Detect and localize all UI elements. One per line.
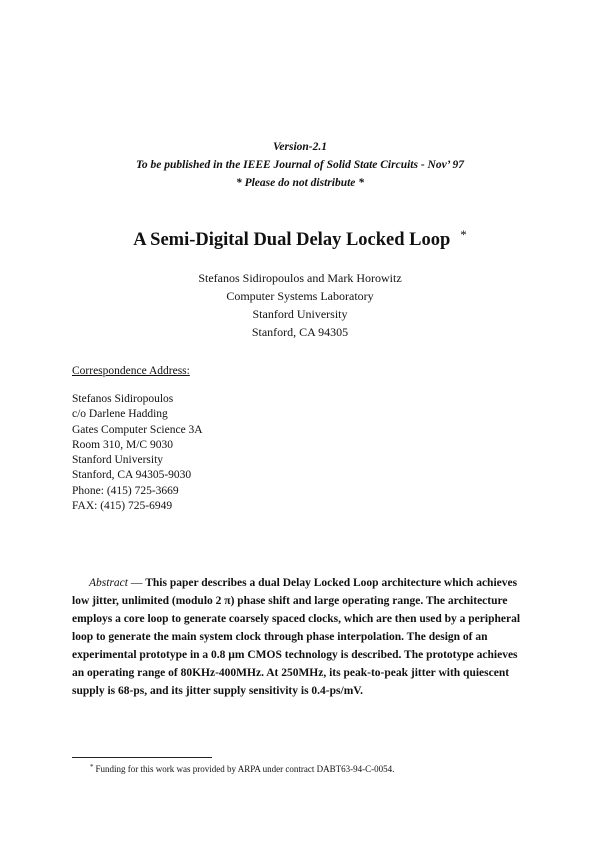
correspondence-address	[72, 392, 203, 514]
paper-title	[0, 227, 600, 251]
paper-title-text: A Semi-Digital Dual Delay Locked Loop	[133, 230, 451, 250]
author-lab: Computer Systems Laboratory	[226, 289, 374, 303]
footnote-rule	[72, 757, 212, 758]
address-line: FAX: (415) 725-6949	[72, 500, 173, 513]
distribution-note: * Please do not distribute *	[235, 177, 365, 189]
address-line: Stanford University	[72, 454, 164, 467]
author-names: Stefanos Sidiropoulos and Mark Horowitz	[198, 271, 402, 285]
author-university: Stanford University	[252, 307, 348, 321]
address-line: Phone: (415) 725-3669	[72, 484, 179, 497]
author-city: Stanford, CA 94305	[251, 325, 349, 339]
abstract-paragraph	[72, 574, 532, 700]
address-line: Gates Computer Science 3A	[72, 423, 203, 436]
address-line: Stefanos Sidiropoulos	[72, 393, 174, 405]
abstract-dash: —	[127, 577, 146, 589]
publication-note: To be published in the IEEE Journal of Solid State Circuits - Nov’ 97	[135, 159, 465, 171]
abstract-text: This paper describes a dual Delay Locked Loop architecture which achieves low jitter, unlimited (modulo 2 π) phase shift and large operating range. The architecture employs a core loop to generate coarsely spaced clocks, which are then used by a peripheral loop to generate the main system clock through phase interpolation. The design of an experimental prototype in a 0.8 µm CMOS technology is described. The prototype achieves an operating range of 80KHz-400MHz. At 250MHz, its peak-to-peak jitter with quiescent supply is 68-ps, and its jitter supply sensitivity is 0.4-ps/mV.	[72, 577, 521, 697]
abstract-label: Abstract	[89, 577, 128, 589]
title-footnote-mark: *	[460, 227, 467, 242]
address-line: Stanford, CA 94305-9030	[72, 469, 192, 482]
address-line: c/o Darlene Hadding	[72, 408, 168, 421]
correspondence-heading: Correspondence Address:	[72, 365, 190, 377]
footnote-mark: *	[90, 763, 94, 771]
footnote	[90, 763, 394, 776]
footnote-text: Funding for this work was provided by ARPA under contract DABT63-94-C-0054.	[95, 764, 395, 774]
address-line: Room 310, M/C 9030	[72, 438, 173, 451]
version-label: Version-2.1	[273, 141, 327, 153]
